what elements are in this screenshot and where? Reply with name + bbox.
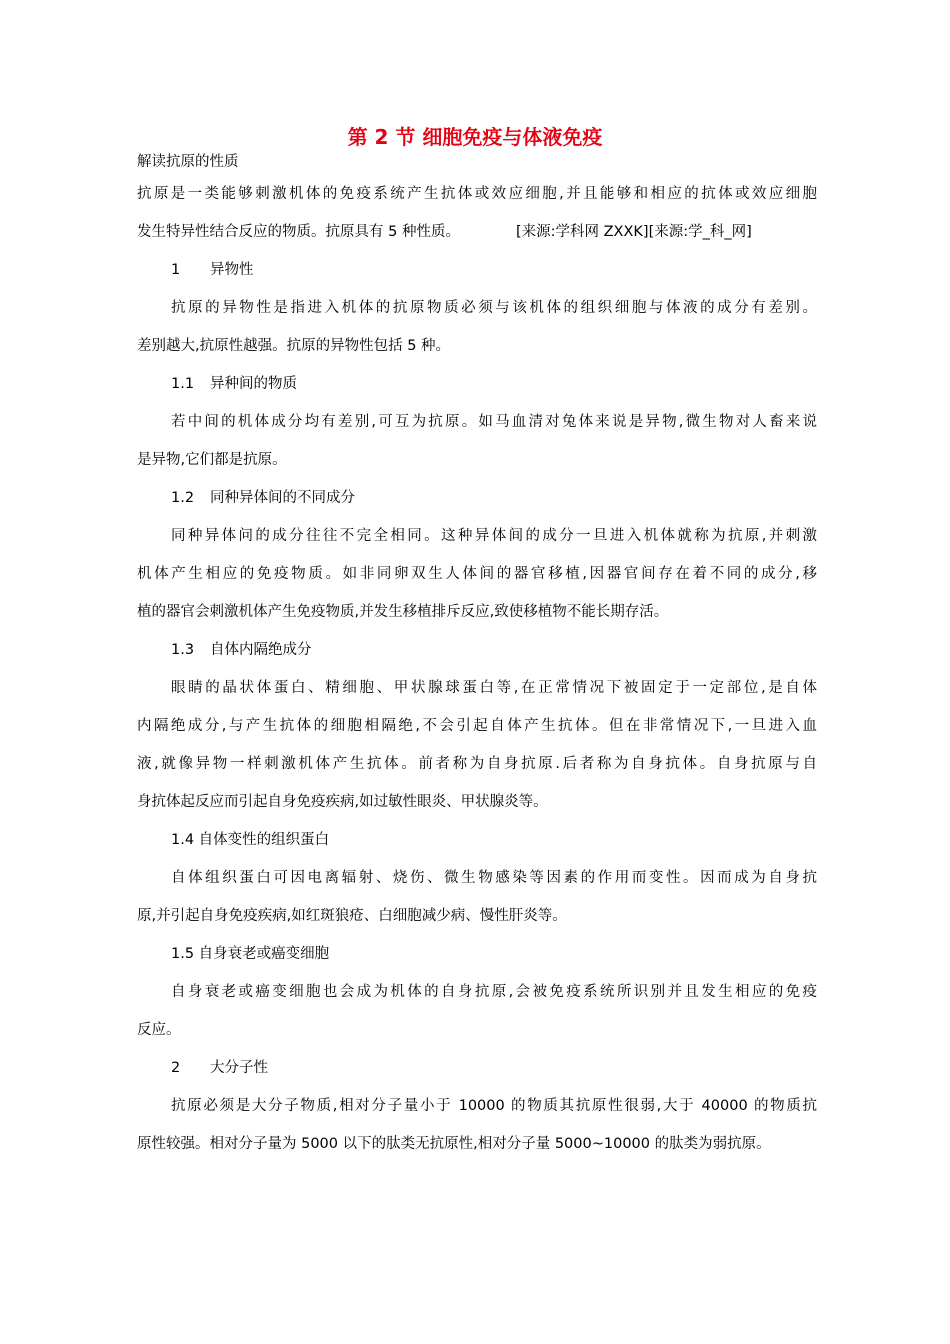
subheading-1-3	[137, 631, 817, 669]
subheading-1-5: 1.5 自身衰老或癌变细胞	[171, 946, 330, 962]
subheading-title: 同种异体间的不同成分	[210, 490, 355, 506]
paragraph-line: 原,并引起自身免疫疾病,如红斑狼疮、白细胞减少病、慢性肝炎等。	[137, 908, 567, 924]
paragraph-line: 内隔绝成分,与产生抗体的细胞相隔绝,不会引起自体产生抗体。但在非常情况下,一旦进入血	[137, 718, 817, 734]
subheading-1	[137, 251, 817, 289]
paragraph-line: 液,就像异物一样刺激机体产生抗体。前者称为自身抗原.后者称为自身抗体。自身抗原与自	[137, 756, 817, 772]
subheading-title: 异物性	[210, 262, 254, 278]
subheading-2	[137, 1049, 817, 1087]
subheading-number: 2	[171, 1060, 181, 1076]
subheading-number: 1.1	[171, 376, 195, 392]
intro-line-2	[137, 213, 817, 251]
document-body	[137, 149, 817, 1163]
subheading-number: 1.2	[171, 490, 195, 506]
subheading-number: 1	[171, 262, 181, 278]
subheading-title: 异种间的物质	[210, 376, 297, 392]
paragraph-line: 机体产生相应的免疫物质。如非同卵双生人体间的器官移植,因器官间存在着不同的成分,移	[137, 566, 817, 582]
paragraph-line: 眼睛的晶状体蛋白、精细胞、甲状腺球蛋白等,在正常情况下被固定于一定部位,是自体	[171, 680, 817, 696]
paragraph-line: 是异物,它们都是抗原。	[137, 452, 287, 468]
paragraph-line: 反应。	[137, 1022, 181, 1038]
subheading-1-1	[137, 365, 817, 403]
subheading-title: 自体内隔绝成分	[210, 642, 312, 658]
paragraph-line: 植的器官会刺激机体产生免疫物质,并发生移植排斥反应,致使移植物不能长期存活。	[137, 604, 669, 620]
paragraph-line: 抗原的异物性是指进入机体的抗原物质必须与该机体的组织细胞与体液的成分有差别。	[171, 300, 817, 316]
paragraph-line: 差别越大,抗原性越强。抗原的异物性包括 5 种。	[137, 338, 451, 354]
source-note: [来源:学科网 ZXXK][来源:学_科_网]	[515, 224, 752, 240]
document-title: 第 2 节 细胞免疫与体液免疫	[347, 125, 603, 149]
paragraph-line: 自体组织蛋白可因电离辐射、烧伤、微生物感染等因素的作用而变性。因而成为自身抗	[171, 870, 817, 886]
paragraph-line: 抗原必须是大分子物质,相对分子量小于 10000 的物质其抗原性很弱,大于 40000 的物质抗	[171, 1098, 817, 1114]
intro-text: 发生特异性结合反应的物质。抗原具有 5 种性质。	[137, 224, 460, 240]
paragraph-line: 同种异体问的成分往往不完全相同。这种异体间的成分一旦进入机体就称为抗原,并刺激	[171, 528, 817, 544]
subheading-title: 大分子性	[210, 1060, 268, 1076]
paragraph-line: 身抗体起反应而引起自身免疫疾病,如过敏性眼炎、甲状腺炎等。	[137, 794, 548, 810]
paragraph-line: 若中间的机体成分均有差别,可互为抗原。如马血清对兔体来说是异物,微生物对人畜来说	[171, 414, 817, 430]
subheading-number: 1.3	[171, 642, 195, 658]
paragraph-line: 原性较强。相对分子量为 5000 以下的肽类无抗原性,相对分子量 5000~10000 的肽类为弱抗原。	[137, 1136, 771, 1152]
paragraph-line: 自身衰老或癌变细胞也会成为机体的自身抗原,会被免疫系统所识别并且发生相应的免疫	[171, 984, 817, 1000]
subheading-1-4: 1.4 自体变性的组织蛋白	[171, 832, 330, 848]
intro-line-1: 抗原是一类能够刺激机体的免疫系统产生抗体或效应细胞,并且能够和相应的抗体或效应细胞	[137, 186, 817, 202]
subheading-1-2	[137, 479, 817, 517]
section-heading: 解读抗原的性质	[137, 154, 239, 170]
